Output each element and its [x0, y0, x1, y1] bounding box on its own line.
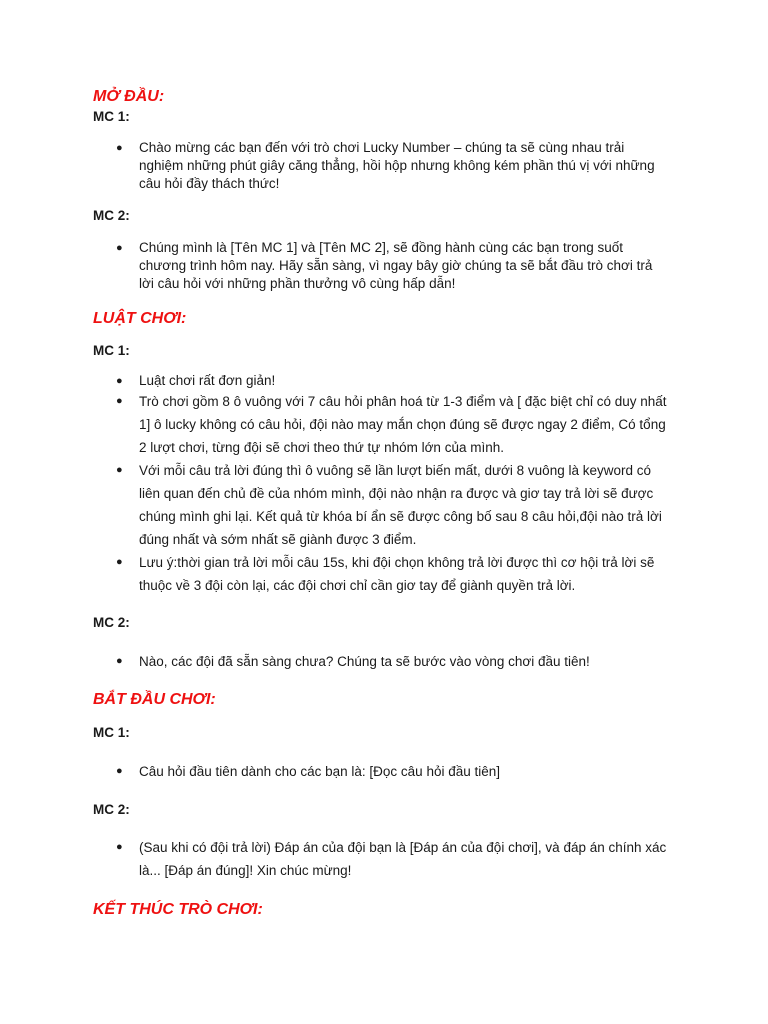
bullet-icon: ●	[116, 464, 123, 476]
list-item	[0, 760, 669, 783]
rules-list	[0, 372, 768, 597]
list-item-text: Câu hỏi đầu tiên dành cho các bạn là: [Đọc câu hỏi đầu tiên]	[139, 764, 500, 779]
list-item	[0, 139, 669, 193]
mc2-label: MC 2:	[93, 208, 130, 223]
section-heading-ket-thuc: KẾT THÚC TRÒ CHƠI:	[93, 901, 263, 918]
mc2-label: MC 2:	[93, 802, 130, 817]
list-item	[0, 836, 669, 882]
list-item	[0, 650, 669, 673]
section-heading-bat-dau-choi: BẮT ĐẦU CHƠI:	[93, 691, 216, 708]
bullet-icon: ●	[116, 375, 123, 387]
section-heading-mo-dau: MỞ ĐẦU:	[93, 88, 165, 105]
list-item	[0, 239, 669, 293]
mc1-label: MC 1:	[93, 343, 130, 358]
list-item-text: Chào mừng các bạn đến với trò chơi Lucky Number – chúng ta sẽ cùng nhau trải nghiệm những phút giây căng thẳng, hồi hộp nhưng không kém phần thú vị với những câu hỏi đầy thách thức!	[139, 140, 655, 191]
list-item	[0, 459, 669, 551]
list-item-text: Trò chơi gồm 8 ô vuông với 7 câu hỏi phân hoá từ 1-3 điểm và [ đặc biệt chỉ có duy nhất 1] ô lucky không có câu hỏi, đội nào may mắn chọn đúng sẽ được ngay 2 điểm, Có tổng 2 lượt chơi, từng đội sẽ chơi theo thứ tự nhóm lớn của mình.	[139, 394, 667, 455]
bullet-icon: ●	[116, 395, 123, 407]
list-item-text: Với mỗi câu trả lời đúng thì ô vuông sẽ lần lượt biến mất, dưới 8 vuông là keyword có liên quan đến chủ đề của nhóm mình, đội nào nhận ra được và giơ tay trả lời sẽ được chúng mình ghi lại. Kết quả từ khóa bí ẩn sẽ được công bố sau 8 câu hỏi,đội nào trả lời đúng nhất và sớm nhất sẽ giành được 3 điểm.	[139, 463, 662, 547]
mc1-label: MC 1:	[93, 725, 130, 740]
bullet-icon: ●	[116, 765, 123, 777]
list-item-text: Chúng mình là [Tên MC 1] và [Tên MC 2], sẽ đồng hành cùng các bạn trong suốt chương trình hôm nay. Hãy sẵn sàng, vì ngay bây giờ chúng ta sẽ bắt đầu trò chơi trả lời câu hỏi với những phần thưởng vô cùng hấp dẫn!	[139, 240, 653, 291]
mc1-start-list	[0, 760, 768, 783]
bullet-icon: ●	[116, 556, 123, 568]
mc2-start-list	[0, 836, 768, 882]
section-heading-luat-choi: LUẬT CHƠI:	[93, 310, 187, 327]
bullet-icon: ●	[116, 142, 123, 154]
list-item	[0, 390, 669, 459]
list-item	[0, 551, 669, 597]
mc2-rules-list	[0, 650, 768, 673]
list-item-text: Nào, các đội đã sẵn sàng chưa? Chúng ta sẽ bước vào vòng chơi đầu tiên!	[139, 654, 590, 669]
list-item-text: Lưu ý:thời gian trả lời mỗi câu 15s, khi đội chọn không trả lời được thì cơ hội trả lời sẽ thuộc về 3 đội còn lại, các đội chơi chỉ cần giơ tay để giành quyền trả lời.	[139, 555, 655, 593]
bullet-icon: ●	[116, 841, 123, 853]
bullet-icon: ●	[116, 655, 123, 667]
list-item-text: (Sau khi có đội trả lời) Đáp án của đội bạn là [Đáp án của đội chơi], và đáp án chính xác là... [Đáp án đúng]! Xin chúc mừng!	[139, 840, 667, 878]
bullet-icon: ●	[116, 242, 123, 254]
mc2-intro-list	[0, 239, 768, 293]
list-item	[0, 372, 669, 390]
mc1-label: MC 1:	[93, 109, 130, 124]
mc2-label: MC 2:	[93, 615, 130, 630]
mc1-intro-list	[0, 139, 768, 193]
list-item-text: Luật chơi rất đơn giản!	[139, 373, 276, 388]
